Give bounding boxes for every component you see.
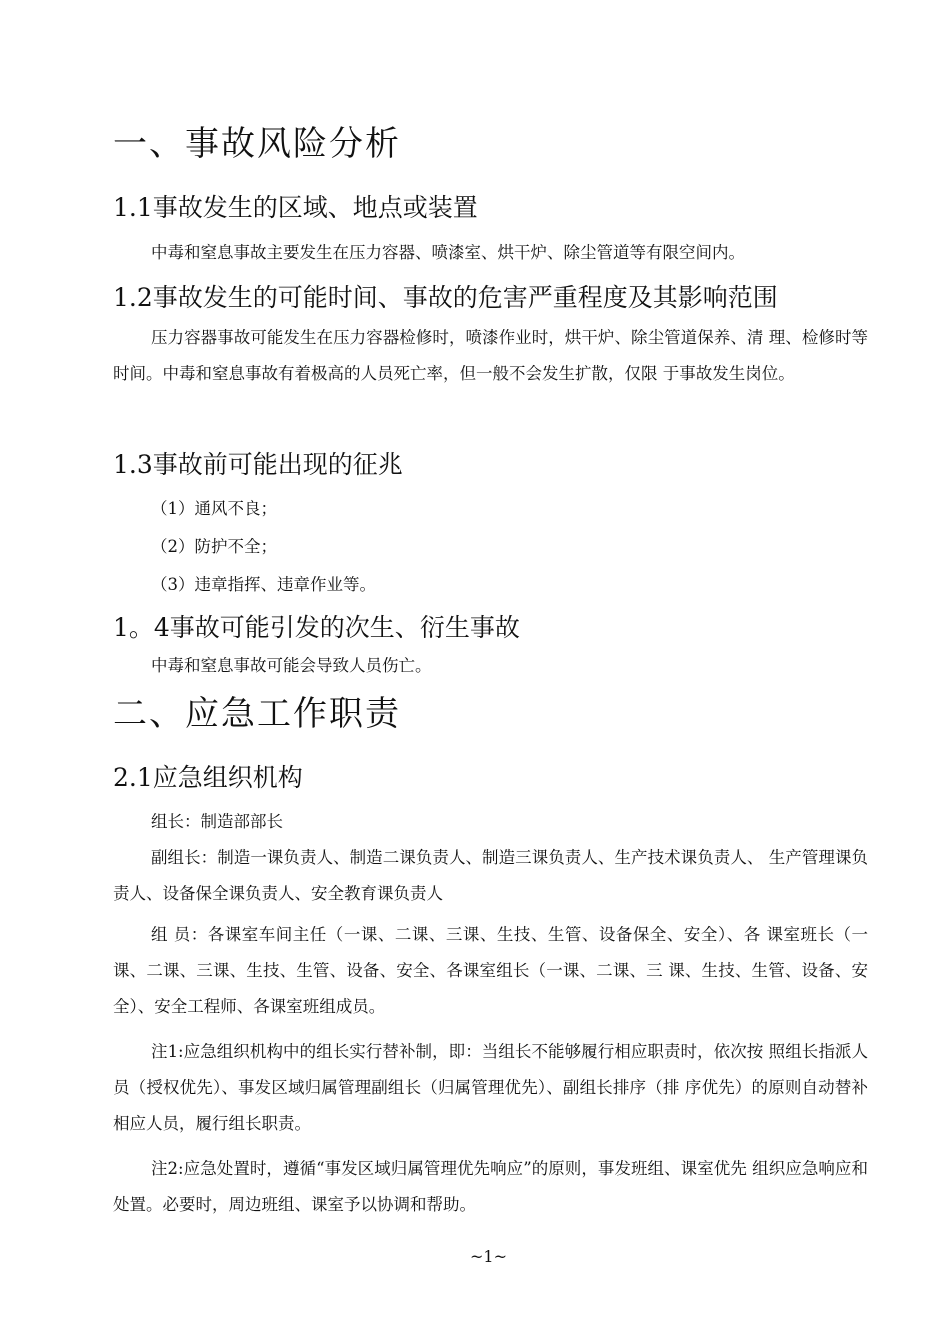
paragraph: 中毒和窒息事故可能会导致人员伤亡。: [151, 656, 432, 675]
list-item: （1）通风不良；: [151, 499, 277, 518]
subsection-1-3-title: 1.3事故前可能出现的征兆: [113, 450, 403, 479]
subsection-2-1-title: 2.1应急组织机构: [113, 763, 303, 792]
subsection-1-1-title: 1.1事故发生的区域、地点或装置: [113, 193, 478, 222]
page-number: ~1~: [470, 1247, 507, 1266]
section-1-title: 一、事故风险分析: [113, 124, 401, 164]
list-item: （3）违章指挥、违章作业等。: [151, 575, 376, 594]
section-2-title: 二、应急工作职责: [113, 694, 401, 734]
list-item: （2）防护不全；: [151, 537, 277, 556]
paragraph: 压力容器事故可能发生在压力容器检修时，喷漆作业时，烘干炉、除尘管道保养、清 理、检修时等时间。中毒和窒息事故有着极高的人员死亡率，但一般不会发生扩散，仅限 于事故发生岗位。: [113, 328, 868, 383]
paragraph: 中毒和窒息事故主要发生在压力容器、喷漆室、烘干炉、除尘管道等有限空间内。: [151, 243, 745, 262]
paragraph: 注2:应急处置时，遵循“事发区域归属管理优先响应”的原则，事发班组、课室优先 组织应急响应和处置。必要时，周边班组、课室予以协调和帮助。: [113, 1159, 868, 1214]
paragraph: 组 员：各课室车间主任（一课、二课、三课、生技、生管、设备保全、安全）、各 课室班长（一课、二课、三课、生技、生管、设备、安全、各课室组长（一课、二课、三 课、生技、生管、设备、安全）、安全工程师、各课室班组成员。: [113, 925, 868, 1016]
subsection-1-2-title: 1.2事故发生的可能时间、事故的危害严重程度及其影响范围: [113, 283, 778, 312]
leader-line: 组长：制造部部长: [151, 812, 283, 831]
subsection-1-4-title: 1。4事故可能引发的次生、衍生事故: [113, 613, 520, 642]
paragraph: 副组长：制造一课负责人、制造二课负责人、制造三课负责人、生产技术课负责人、 生产管理课负责人、设备保全课负责人、安全教育课负责人: [113, 848, 868, 903]
paragraph: 注1:应急组织机构中的组长实行替补制，即：当组长不能够履行相应职责时，依次按 照组长指派人员（授权优先）、事发区域归属管理副组长（归属管理优先）、副组长排序（排 序优先）的原则自动替补相应人员，履行组长职责。: [113, 1042, 868, 1133]
